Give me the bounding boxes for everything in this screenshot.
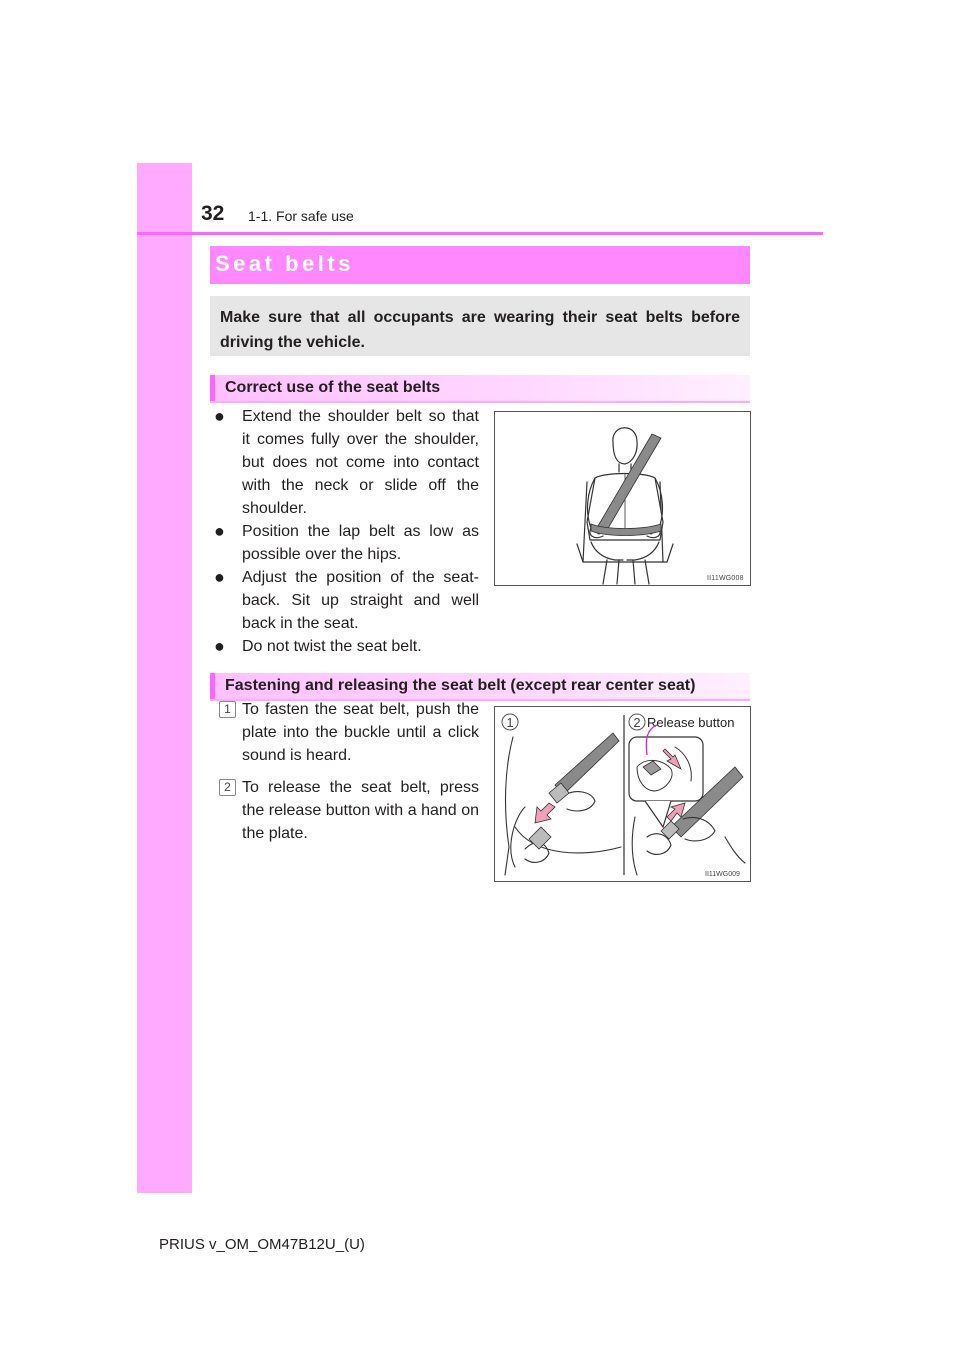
list-item-text: To fasten the seat belt, push the plate into the buckle until a click sound is heard. [242,701,479,764]
section-heading-correct-use [210,375,750,403]
callout-1: 1 [506,715,514,730]
section-heading-fastening [210,673,750,701]
callout-2: 2 [633,715,641,730]
intro-box [210,296,750,356]
list-item-text: Position the lap belt as low as possible over the hips. [242,523,479,563]
list-item-text: To release the seat belt, press the release button with a hand on the plate. [242,779,479,842]
page-number: 32 [201,202,225,225]
figure-fasten-release [494,706,751,882]
footer-doc-code: PRIUS v_OM_OM47B12U_(U) [159,1236,365,1253]
bullet-icon: ● [214,636,225,656]
header-rule [137,232,823,235]
chapter-label: 1-1. For safe use [248,208,354,224]
bullet-icon: ● [214,406,225,426]
intro-text: Make sure that all occupants are wearing their seat belts before driving the vehicle. [220,309,740,351]
list-item [214,635,479,658]
section-heading-text: Correct use of the seat belts [225,379,441,396]
step-number-badge: 1 [219,701,236,718]
list-item [214,698,479,767]
buckle-illustration [495,707,750,881]
list-item-text: Extend the shoulder belt so that it comes fully over the shoulder, but does not come into contact with the neck or slide off the shoulder. [242,408,479,517]
page-title: Seat belts [215,251,354,276]
bullet-list [214,405,479,658]
figure-code: II11WG008 [707,575,744,582]
list-item [214,566,479,635]
list-item [214,776,479,845]
list-item [214,520,479,566]
title-banner [210,246,750,284]
list-item-text: Do not twist the seat belt. [242,638,422,655]
seated-person-illustration [495,412,750,585]
step-number-badge: 2 [219,779,236,796]
side-tab-bar [137,163,192,1193]
list-item-text: Adjust the position of the seat-back. Sit up straight and well back in the seat. [242,569,479,632]
bullet-icon: ● [214,521,225,541]
step-list [214,698,479,854]
section-heading-text: Fastening and releasing the seat belt (except rear center seat) [225,677,696,694]
figure-code: II11WG009 [705,871,740,878]
callout-label: Release button [647,715,735,730]
list-item [214,405,479,520]
bullet-icon: ● [214,567,225,587]
figure-correct-seatbelt [494,411,751,586]
